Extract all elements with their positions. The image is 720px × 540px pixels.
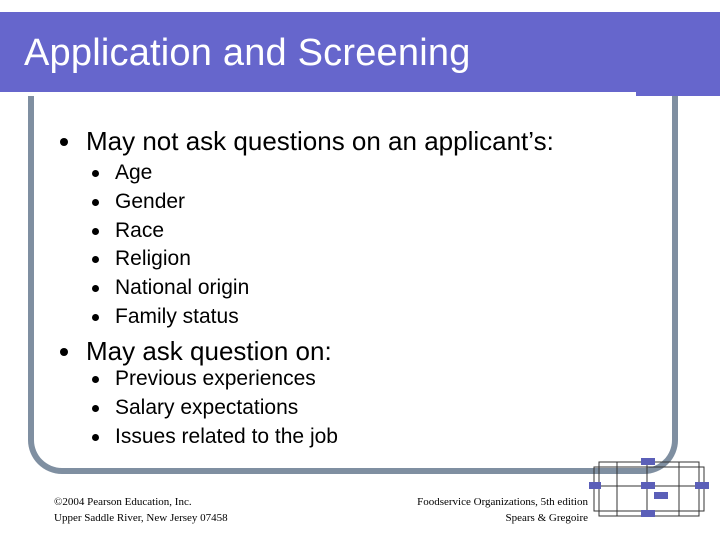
footer-copyright [54, 494, 228, 526]
section-heading-may-not-ask [60, 126, 554, 157]
bullet-dot-icon [92, 256, 99, 263]
list-item [92, 219, 164, 243]
bullet-dot-icon [92, 376, 99, 383]
list-item-label: Race [115, 219, 165, 242]
flowchart-logo-icon [587, 456, 713, 526]
list-item-label: Gender [115, 190, 186, 213]
footer-copyright-line: ©2004 Pearson Education, Inc. [54, 496, 192, 508]
section-heading-label: May ask question on: [86, 336, 332, 366]
list-item-label: Salary expectations [115, 396, 299, 419]
footer-authors: Spears & Gregoire [505, 512, 588, 524]
bullet-dot-icon [92, 434, 99, 441]
bullet-dot-icon [92, 170, 99, 177]
bullet-dot-icon [92, 228, 99, 235]
list-item [92, 190, 185, 214]
list-item [92, 396, 298, 420]
section-heading-may-ask [60, 336, 332, 367]
list-item-label: Issues related to the job [115, 425, 338, 448]
bullet-dot-icon [92, 405, 99, 412]
bullet-dot-icon [60, 348, 68, 356]
list-item [92, 305, 239, 329]
list-item-label: National origin [115, 276, 250, 299]
list-item [92, 247, 191, 271]
bullet-dot-icon [92, 199, 99, 206]
footer-address-line: Upper Saddle River, New Jersey 07458 [54, 512, 228, 524]
list-item-label: Previous experiences [115, 367, 316, 390]
slide-title: Application and Screening [24, 32, 471, 74]
bullet-dot-icon [92, 314, 99, 321]
list-item-label: Age [115, 161, 153, 184]
list-item-label: Religion [115, 247, 191, 270]
list-item [92, 276, 249, 300]
footer-book-title: Foodservice Organizations, 5th edition [417, 496, 588, 508]
list-item [92, 367, 316, 391]
list-item-label: Family status [115, 305, 239, 328]
list-item [92, 161, 152, 185]
bullet-dot-icon [92, 285, 99, 292]
footer-book-info [398, 494, 588, 526]
section-heading-label: May not ask questions on an applicant’s: [86, 126, 554, 156]
list-item [92, 425, 338, 449]
bullet-dot-icon [60, 138, 68, 146]
